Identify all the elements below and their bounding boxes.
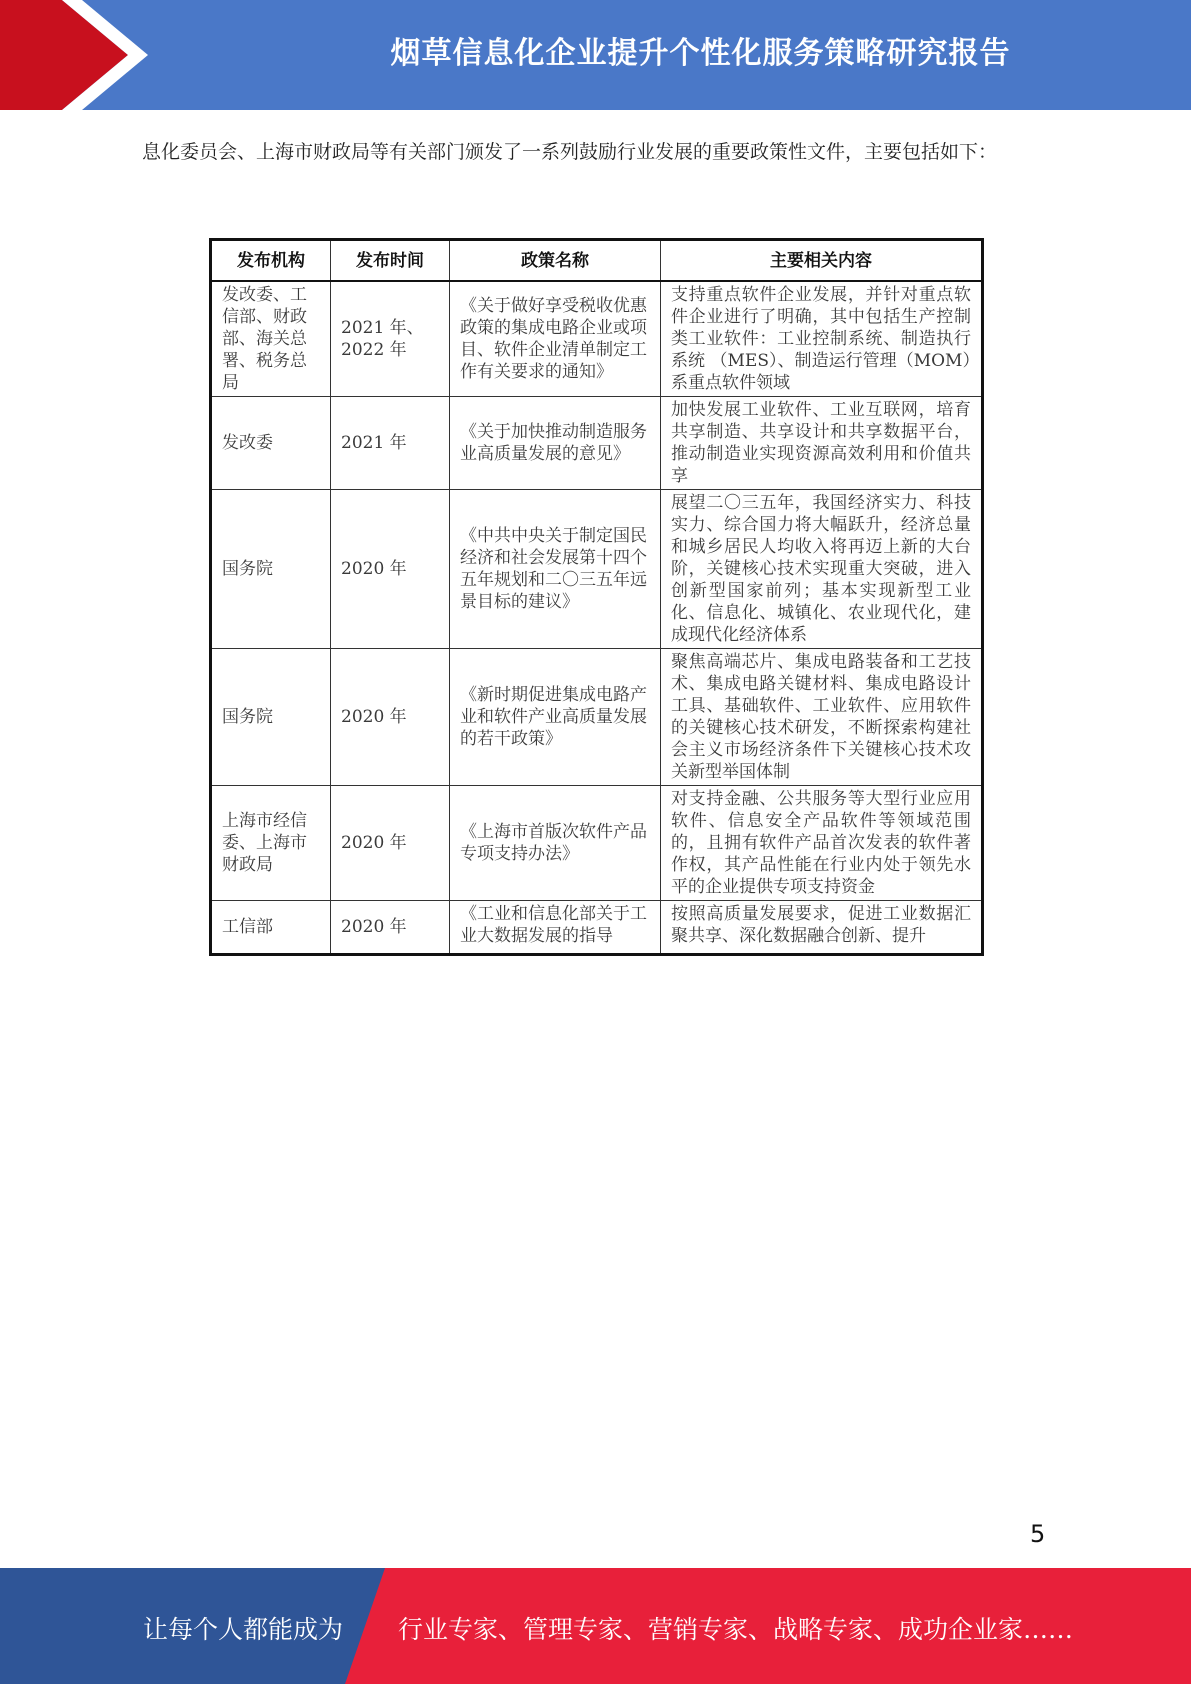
cell-name — [450, 901, 661, 955]
header-chevron-decoration — [0, 0, 160, 110]
cell-content: 加快发展工业软件、工业互联网，培育共享制造、共享设计和共享数据平台，推动制造业实现资源高效利用和价值共享 — [661, 397, 983, 490]
cell-date: 2021 年、2022 年 — [331, 281, 450, 397]
cell-date: 2020 年 — [331, 490, 450, 649]
column-header-org: 发布机构 — [211, 240, 331, 282]
page-number: 5 — [1030, 1520, 1046, 1548]
cell-org: 上海市经信委、上海市财政局 — [211, 786, 331, 901]
cell-name: 《关于做好享受税收优惠政策的集成电路企业或项目、软件企业清单制定工作有关要求的通知》 — [450, 281, 661, 397]
table-row — [211, 281, 983, 397]
cell-date: 2020 年 — [331, 649, 450, 786]
cell-name-text: 《工业和信息化部关于工业大数据发展的指导 — [460, 904, 647, 946]
cell-date: 2020 年 — [331, 901, 450, 955]
page-footer — [0, 1568, 1191, 1684]
cell-date: 2020 年 — [331, 786, 450, 901]
cell-date: 2021 年 — [331, 397, 450, 490]
intro-paragraph: 息化委员会、上海市财政局等有关部门颁发了一系列鼓励行业发展的重要政策性文件，主要包括如下： — [142, 141, 998, 163]
table-row — [211, 901, 983, 955]
cell-name: 《上海市首版次软件产品专项支持办法》 — [450, 786, 661, 901]
column-header-date: 发布时间 — [331, 240, 450, 282]
cell-org: 发改委、工信部、财政部、海关总署、税务总局 — [211, 281, 331, 397]
cell-content: 对支持金融、公共服务等大型行业应用软件、信息安全产品软件等领域范围的，且拥有软件产品首次发表的软件著作权，其产品性能在行业内处于领先水平的企业提供专项支持资金 — [661, 786, 983, 901]
report-title: 烟草信息化企业提升个性化服务策略研究报告 — [390, 36, 1011, 71]
cell-name: 《关于加快推动制造服务业高质量发展的意见》 — [450, 397, 661, 490]
footer-slogan-tail: 行业专家、管理专家、营销专家、战略专家、成功企业家…… — [398, 1615, 1074, 1644]
policy-table — [209, 238, 984, 956]
table-row — [211, 786, 983, 901]
cell-content: 支持重点软件企业发展，并针对重点软件企业进行了明确，其中包括生产控制类工业软件：工业控制系统、制造执行系统 （MES）、制造运行管理（MOM）系重点软件领域 — [661, 281, 983, 397]
column-header-name: 政策名称 — [450, 240, 661, 282]
table-header-row — [211, 240, 983, 282]
cell-content-text: 按照高质量发展要求，促进工业数据汇聚共享、深化数据融合创新、提升 — [671, 904, 971, 946]
cell-org: 工信部 — [211, 901, 331, 955]
cell-org: 国务院 — [211, 649, 331, 786]
cell-name: 《中共中央关于制定国民经济和社会发展第十四个五年规划和二〇三五年远景目标的建议》 — [450, 490, 661, 649]
footer-slogan-lead: 让每个人都能成为 — [143, 1615, 344, 1644]
cell-org: 国务院 — [211, 490, 331, 649]
table-row — [211, 397, 983, 490]
cell-content — [661, 901, 983, 955]
page-header — [0, 0, 1191, 110]
cell-name: 《新时期促进集成电路产业和软件产业高质量发展的若干政策》 — [450, 649, 661, 786]
cell-org: 发改委 — [211, 397, 331, 490]
column-header-content: 主要相关内容 — [661, 240, 983, 282]
cell-content: 聚焦高端芯片、集成电路装备和工艺技术、集成电路关键材料、集成电路设计工具、基础软件、工业软件、应用软件的关键核心技术研发，不断探索构建社会主义市场经济条件下关键核心技术攻关新型举国体制 — [661, 649, 983, 786]
table-row — [211, 490, 983, 649]
table-row — [211, 649, 983, 786]
cell-content: 展望二〇三五年，我国经济实力、科技实力、综合国力将大幅跃升，经济总量和城乡居民人均收入将再迈上新的大台阶，关键核心技术实现重大突破，进入创新型国家前列；基本实现新型工业化、信息化、城镇化、农业现代化，建成现代化经济体系 — [661, 490, 983, 649]
